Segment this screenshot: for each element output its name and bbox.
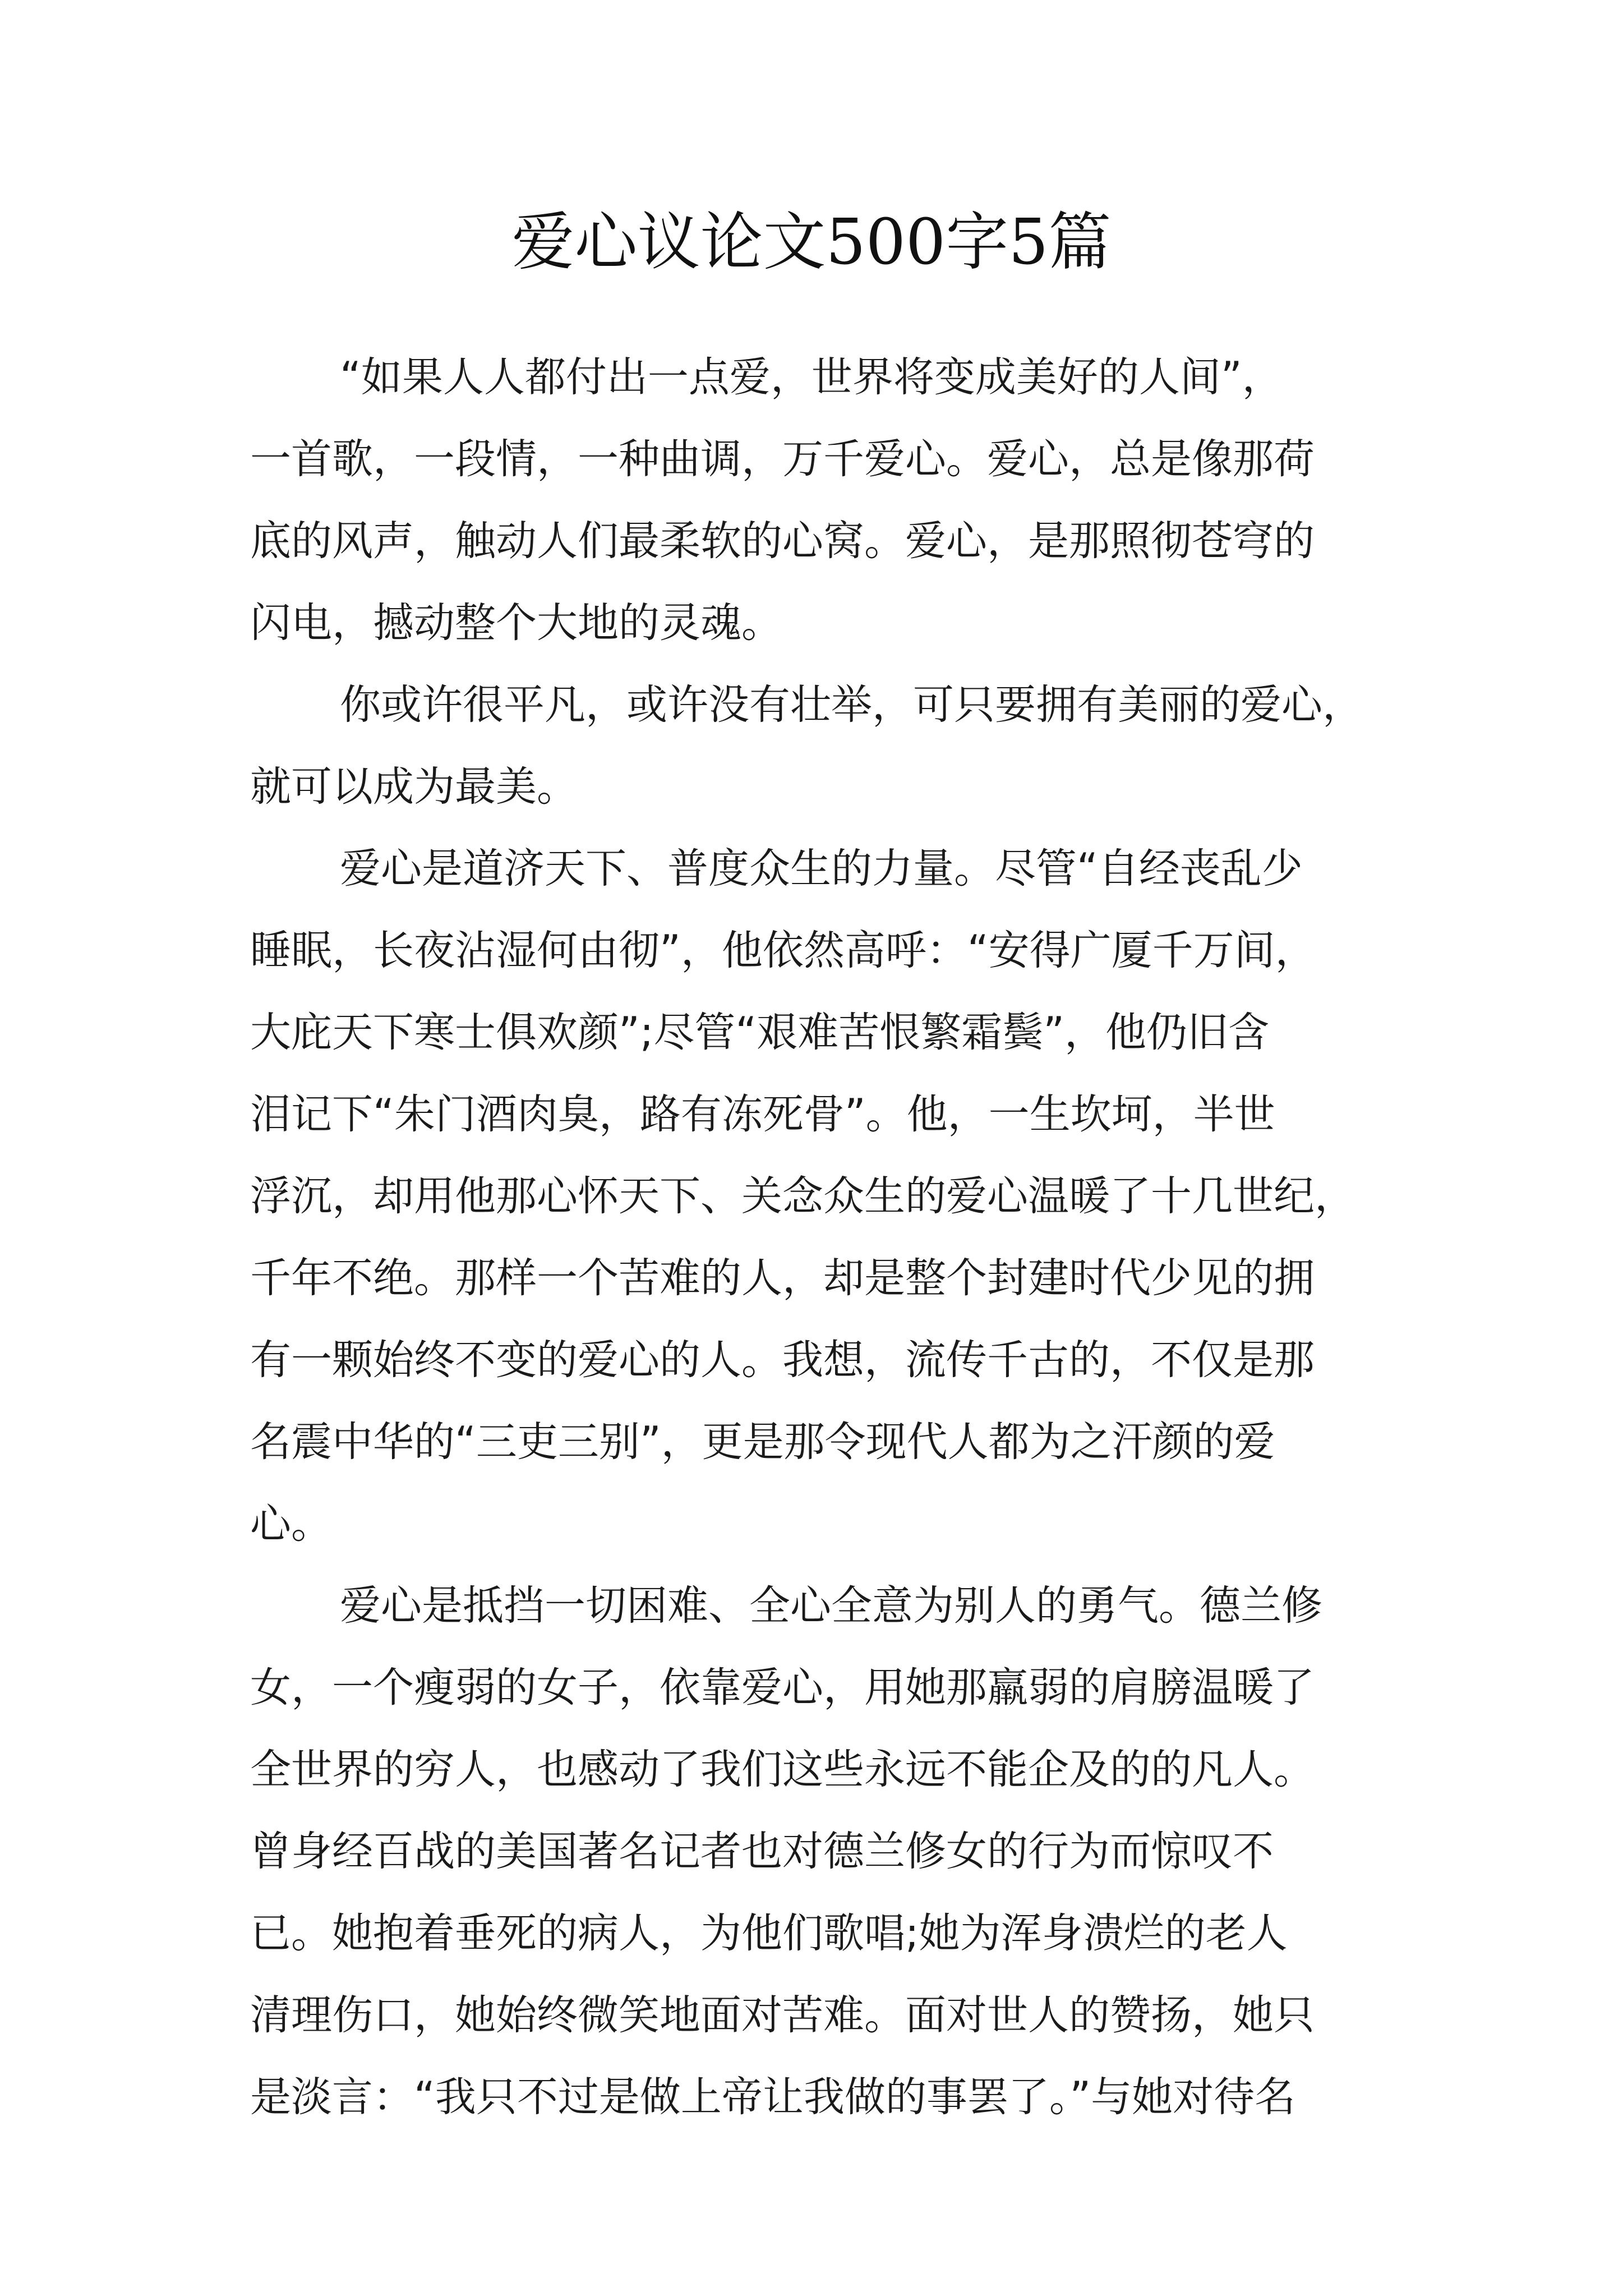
paragraph-4-line-7: 是淡言：“我只不过是做上帝让我做的事罢了。”与她对待名 bbox=[250, 2073, 1296, 2121]
paragraph-2-line-2: 就可以成为最美。 bbox=[250, 763, 578, 811]
paragraph-3-line-4: 泪记下“朱门酒肉臭，路有冻死骨”。他，一生坎坷，半世 bbox=[250, 1091, 1275, 1138]
paragraph-1-line-3: 底的风声，触动人们最柔软的心窝。爱心，是那照彻苍穹的 bbox=[250, 517, 1315, 565]
paragraph-4-line-1: 爱心是抵挡一切困难、全心全意为别人的勇气。德兰修 bbox=[340, 1582, 1322, 1630]
paragraph-1-line-2: 一首歌，一段情，一种曲调，万千爱心。爱心，总是像那荷 bbox=[250, 435, 1315, 483]
paragraph-4-line-4: 曾身经百战的美国著名记者也对德兰修女的行为而惊叹不 bbox=[250, 1828, 1274, 1875]
paragraph-3-line-1: 爱心是道济天下、普度众生的力量。尽管“自经丧乱少 bbox=[340, 845, 1303, 892]
paragraph-3-line-2: 睡眠，长夜沾湿何由彻”，他依然高呼：“安得广厦千万间， bbox=[250, 927, 1316, 974]
paragraph-3-line-9: 心。 bbox=[250, 1500, 332, 1548]
paragraph-4-line-5: 已。她抱着垂死的病人，为他们歌唱;她为浑身溃烂的老人 bbox=[250, 1910, 1288, 1957]
paragraph-3-line-7: 有一颗始终不变的爱心的人。我想，流传千古的，不仅是那 bbox=[250, 1336, 1315, 1384]
paragraph-4-line-3: 全世界的穷人，也感动了我们这些永远不能企及的的凡人。 bbox=[250, 1746, 1315, 1793]
paragraph-3-line-5: 浮沉，却用他那心怀天下、关念众生的爱心温暖了十几世纪， bbox=[250, 1172, 1355, 1220]
paragraph-1-line-4: 闪电，撼动整个大地的灵魂。 bbox=[250, 599, 782, 647]
paragraph-2-line-1: 你或许很平凡，或许没有壮举，可只要拥有美丽的爱心， bbox=[340, 681, 1363, 729]
paragraph-3-line-3: 大庇天下寒士俱欢颜”;尽管“艰难苦恨繁霜鬓”，他仍旧含 bbox=[250, 1009, 1270, 1056]
paragraph-3-line-6: 千年不绝。那样一个苦难的人，却是整个封建时代少见的拥 bbox=[250, 1254, 1315, 1302]
document-title: 爱心议论文500字5篇 bbox=[511, 206, 1112, 279]
paragraph-3-line-8: 名震中华的“三吏三别”，更是那令现代人都为之汗颜的爱 bbox=[250, 1418, 1275, 1466]
paragraph-1-line-1: “如果人人都付出一点爱，世界将变成美好的人间”， bbox=[340, 353, 1283, 401]
paragraph-4-line-6: 清理伤口，她始终微笑地面对苦难。面对世人的赞扬，她只 bbox=[250, 1991, 1315, 2039]
paragraph-4-line-2: 女，一个瘦弱的女子，依靠爱心，用她那羸弱的肩膀温暖了 bbox=[250, 1664, 1315, 1711]
document-body bbox=[250, 337, 1377, 2138]
